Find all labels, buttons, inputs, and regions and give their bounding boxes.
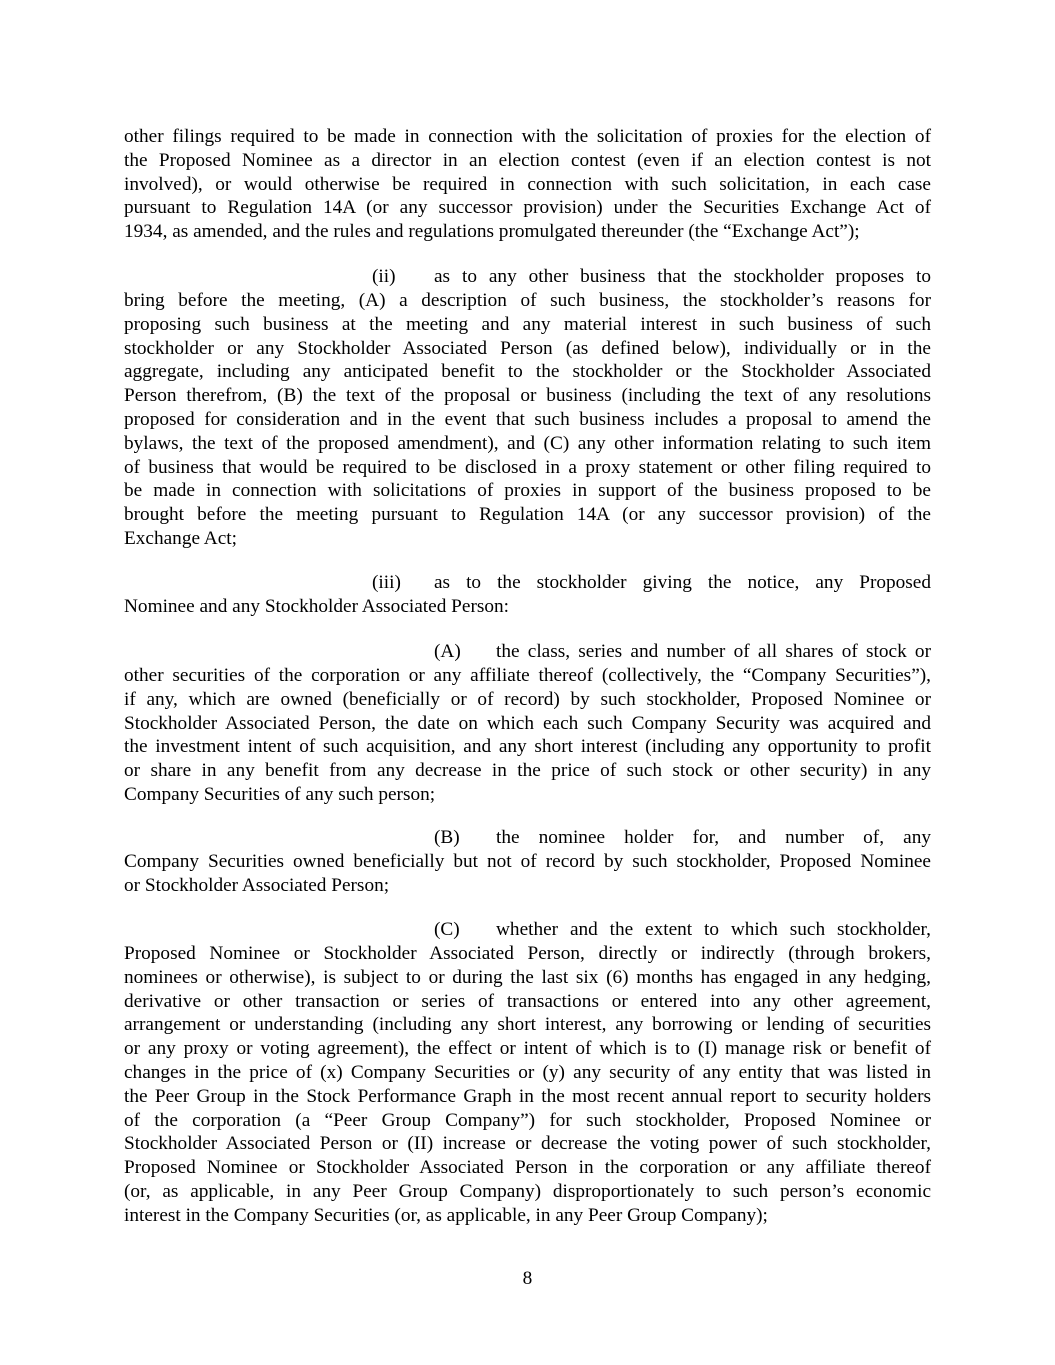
text-line: Proposed Nominee or Stockholder Associated Person, directly or indirectly (through brokers,	[124, 943, 931, 964]
item-marker: (A)	[434, 641, 461, 662]
text-line: brought before the meeting pursuant to Regulation 14A (or any successor provision) of the	[124, 504, 931, 526]
text-line: of business that would be required to be disclosed in a proxy statement or other filing required to	[124, 456, 931, 478]
page-number: 8	[522, 1268, 533, 1289]
item-iii-body	[124, 595, 931, 619]
text-line: the nominee holder for, and number of, any	[496, 827, 931, 848]
text-line: (or, as applicable, in any Peer Group Company) disproportionately to such person’s economic	[124, 1180, 931, 1202]
text-line: Proposed Nominee or Stockholder Associated Person in the corporation or any affiliate thereof	[124, 1157, 931, 1179]
text-line: as to the stockholder giving the notice, any Proposed	[434, 572, 931, 593]
text-line: as to any other business that the stockholder proposes to	[434, 266, 931, 287]
text-line: Company Securities of any such person;	[124, 783, 436, 805]
text-line: the Proposed Nominee as a director in an election contest (even if an election contest is not	[124, 149, 931, 171]
text-line: Exchange Act;	[124, 527, 237, 549]
item-iii-first-line	[372, 571, 931, 595]
text-line: or share in any benefit from any decrease in the price of such stock or other security) in any	[124, 760, 931, 782]
text-line: aggregate, including any anticipated benefit to the stockholder or the Stockholder Associated	[124, 361, 931, 383]
item-marker: (iii)	[372, 572, 401, 593]
text-line: arrangement or understanding (including any short interest, any borrowing or lending of securities	[124, 1014, 931, 1036]
text-line: the class, series and number of all shares of stock or	[496, 641, 931, 662]
item-marker: (ii)	[372, 266, 396, 287]
item-A-first-line	[434, 640, 931, 664]
text-line: other filings required to be made in connection with the solicitation of proxies for the election of	[124, 126, 931, 147]
text-line: changes in the price of (x) Company Securities or (y) any security of any entity that was listed in	[124, 1061, 931, 1083]
text-line: nominees or otherwise), is subject to or during the last six (6) months has engaged in any hedging,	[124, 966, 931, 988]
text-line: other securities of the corporation or any affiliate thereof (collectively, the “Company Securities”),	[124, 665, 931, 686]
item-C-body	[124, 942, 931, 1228]
text-line: interest in the Company Securities (or, as applicable, in any Peer Group Company);	[124, 1204, 768, 1226]
item-B-first-line	[434, 826, 931, 850]
text-line: Person therefrom, (B) the text of the proposal or business (including the text of any resolutions	[124, 385, 931, 407]
text-line: 1934, as amended, and the rules and regulations promulgated thereunder (the “Exchange Act”);	[124, 221, 860, 243]
text-line: Company Securities owned beneficially but not of record by such stockholder, Proposed Nominee	[124, 851, 931, 872]
item-B-body	[124, 850, 931, 898]
text-line: stockholder or any Stockholder Associated Person (as defined below), individually or in the	[124, 337, 931, 359]
text-line: Stockholder Associated Person, the date on which each such Company Security was acquired and	[124, 712, 931, 734]
text-line: pursuant to Regulation 14A (or any successor provision) under the Securities Exchange Act of	[124, 197, 931, 219]
text-line: or Stockholder Associated Person;	[124, 874, 390, 896]
text-line: or any proxy or voting agreement), the effect or intent of which is to (I) manage risk or benefit of	[124, 1038, 931, 1060]
text-line: the Peer Group in the Stock Performance Graph in the most recent annual report to security holders	[124, 1085, 931, 1107]
text-line: if any, which are owned (beneficially or of record) by such stockholder, Proposed Nominee or	[124, 688, 931, 710]
text-line: bylaws, the text of the proposed amendment), and (C) any other information relating to such item	[124, 432, 931, 454]
item-ii-first-line	[372, 265, 931, 289]
text-line: be made in connection with solicitations of proxies in support of the business proposed to be	[124, 480, 931, 502]
text-line: derivative or other transaction or series of transactions or entered into any other agreement,	[124, 990, 931, 1012]
item-ii-body	[124, 289, 931, 551]
item-marker: (C)	[434, 919, 460, 940]
text-line: Stockholder Associated Person or (II) increase or decrease the voting power of such stockholder,	[124, 1133, 931, 1155]
text-line: the investment intent of such acquisition, and any short interest (including any opportunity to profit	[124, 736, 931, 758]
text-line: proposed for consideration and in the event that such business includes a proposal to amend the	[124, 408, 931, 430]
item-A-body	[124, 664, 931, 807]
text-line: bring before the meeting, (A) a description of such business, the stockholder’s reasons for	[124, 290, 931, 311]
item-marker: (B)	[434, 827, 460, 848]
text-line: Nominee and any Stockholder Associated Person:	[124, 596, 510, 617]
text-line: proposing such business at the meeting and any material interest in such business of such	[124, 313, 931, 335]
item-C-first-line	[434, 918, 931, 942]
text-line: whether and the extent to which such stockholder,	[496, 919, 931, 940]
paragraph-continuation	[124, 125, 931, 244]
text-line: involved), or would otherwise be required in connection with such solicitation, in each case	[124, 173, 931, 195]
text-line: of the corporation (a “Peer Group Company”) for such stockholder, Proposed Nominee or	[124, 1109, 931, 1131]
